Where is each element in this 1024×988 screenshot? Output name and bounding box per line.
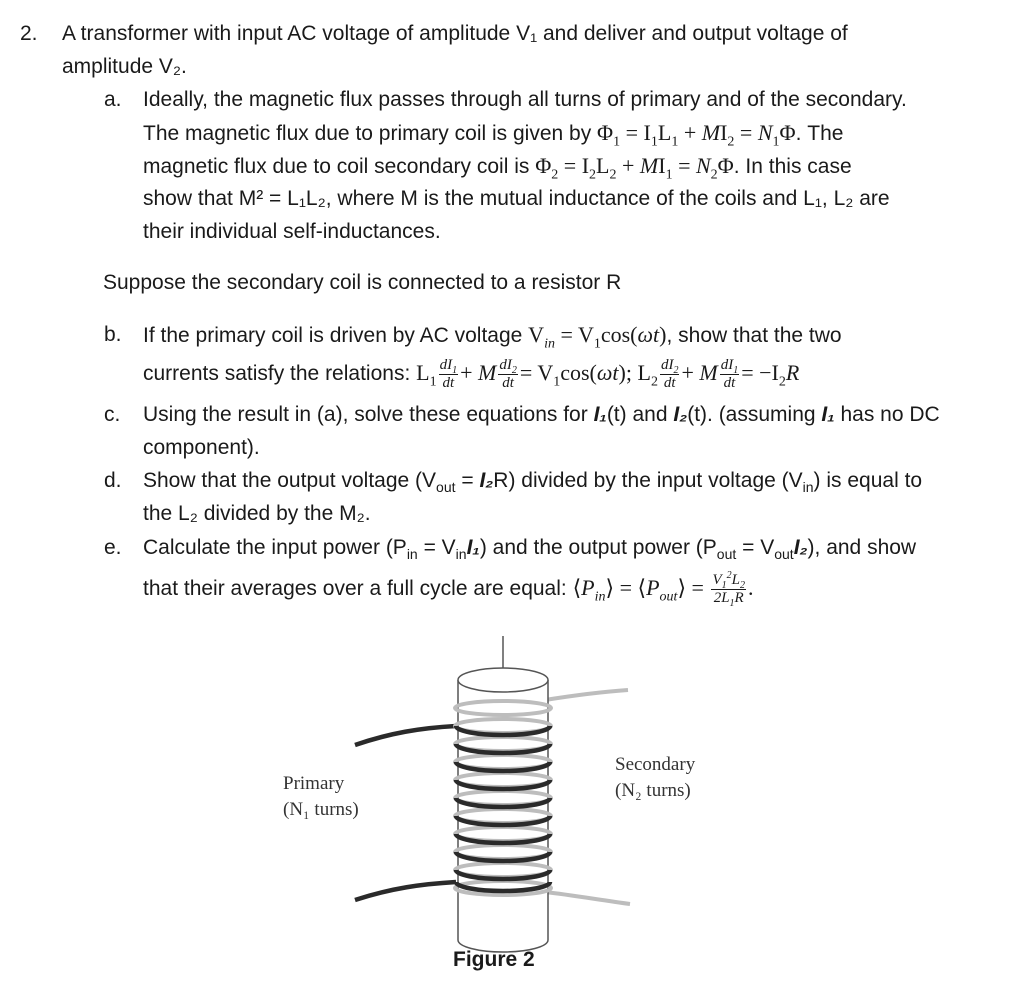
part-e-line-2-text: that their averages over a full cycle are equal:	[143, 577, 567, 600]
primary-label: Primary	[283, 773, 345, 794]
vout-subscript: out	[436, 479, 456, 496]
secondary-top-lead	[545, 690, 628, 700]
part-d-equals: =	[461, 469, 474, 492]
part-a-line-3-text: magnetic flux due to coil secondary coil is	[143, 155, 530, 178]
part-c-text-3: (t). (assuming	[687, 403, 816, 426]
current-i1-repeat: I₁	[821, 403, 835, 426]
figure-caption: Figure 2	[453, 948, 535, 971]
intermission-text: Suppose the secondary coil is connected to a resistor R	[103, 271, 622, 294]
average-power-equation: $⟨P_{in}⟩$ = $⟨P_{out}⟩$ = $\frac{V_1^2L_2}{2L_1R}$ .	[572, 570, 754, 610]
part-c-text-1: Using the result in (a), solve these equations for	[143, 403, 588, 426]
part-a-label: a.	[104, 88, 122, 111]
part-a-line-2-end: . The	[795, 122, 844, 145]
vin-subscript: in	[802, 479, 814, 496]
input-voltage-equation: $V_{in} = V_1\cos(\omega t)$	[528, 322, 667, 352]
secondary-label: Secondary	[615, 754, 696, 775]
part-d-text-2: R) divided by the input voltage (V	[493, 469, 803, 492]
secondary-flux-equation: $\Phi_2 = I_2L_2 + MI_1 = N_2\Phi$	[535, 153, 734, 183]
vout-subscript-e: out	[774, 546, 794, 563]
part-c-text-2: (t) and	[606, 403, 668, 426]
part-b-line-1-text: If the primary coil is driven by AC voltage	[143, 324, 523, 347]
part-a-line-2-text: The magnetic flux due to primary coil is given by	[143, 122, 592, 145]
part-e-text-2: ) and the output power (P	[479, 536, 717, 559]
part-a-line-5: their individual self-inductances.	[143, 220, 441, 243]
primary-top-lead	[355, 726, 456, 745]
current-i2: I₂	[673, 403, 688, 426]
vin-subscript-e: in	[455, 546, 467, 563]
primary-bottom-lead	[355, 882, 456, 900]
circuit-relations-equation: $L_1$ $\frac{dI_1}{dt}$ + M $\frac{dI_2}{dt}$ = $V_1\cos(\omega t)$; $L_2$ $\frac{dI_2}{dt}$ + M $\frac{dI_1}{dt}$ = $-I_2R$	[416, 357, 800, 392]
part-a-line-3-end: . In this case	[733, 155, 852, 178]
part-e-text-1: Calculate the input power (P	[143, 536, 407, 559]
part-a-line-4: show that M² = L₁L₂, where M is the mutual inductance of the coils and L₁, L₂ are	[143, 187, 890, 210]
pin-subscript: in	[406, 546, 418, 563]
secondary-turns-label: (N₂ turns)	[615, 780, 691, 801]
part-d-text-3: ) is equal to	[813, 469, 923, 492]
part-e-equals-2: = V	[742, 536, 775, 559]
part-a-line-1: Ideally, the magnetic flux passes through all turns of primary and of the secondary.	[143, 88, 907, 111]
core-top	[458, 668, 548, 692]
secondary-bottom-lead	[545, 892, 630, 904]
part-e-label: e.	[104, 536, 122, 559]
part-d-line-2: the L₂ divided by the M₂.	[143, 502, 371, 525]
problem-number: 2.	[20, 22, 38, 45]
problem-intro-line-2: amplitude V₂.	[62, 55, 187, 78]
part-d-label: d.	[104, 469, 122, 492]
part-c-line-2: component).	[143, 436, 260, 459]
part-d-text-1: Show that the output voltage (V	[143, 469, 437, 492]
part-e-text-3: ), and show	[807, 536, 917, 559]
part-e-equals-1: = V	[423, 536, 456, 559]
primary-flux-equation: $\Phi_1 = I_1L_1 + MI_2 = N_1\Phi$	[597, 120, 796, 150]
current-i2-output: I₂	[479, 469, 494, 492]
part-b-line-2-text: currents satisfy the relations:	[143, 362, 411, 385]
part-c-label: c.	[104, 403, 121, 426]
part-b-line-1-end: , show that the two	[666, 324, 842, 347]
primary-turns-label: (N₁ turns)	[283, 799, 359, 820]
pout-subscript: out	[716, 546, 737, 563]
current-i1-input: I₁	[466, 536, 480, 559]
part-b-label: b.	[104, 323, 122, 346]
problem-intro-line-1: A transformer with input AC voltage of amplitude V₁ and deliver and output voltage of	[62, 22, 848, 45]
part-c-text-4: has no DC	[840, 403, 940, 426]
current-i1: I₁	[593, 403, 607, 426]
current-i2-power: I₂	[793, 536, 808, 559]
